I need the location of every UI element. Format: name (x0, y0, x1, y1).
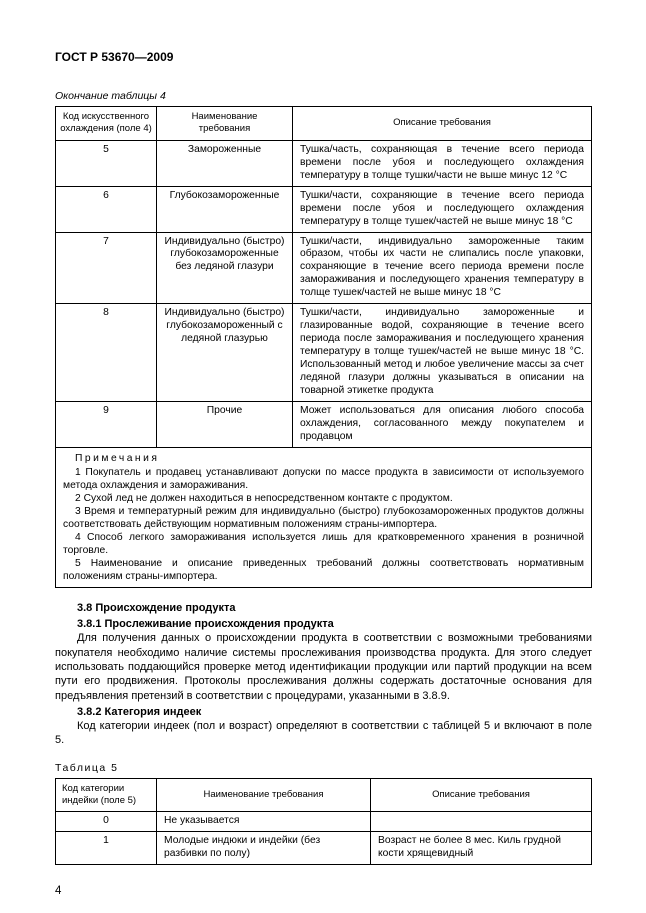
code-cell: 6 (56, 186, 157, 232)
table-row (56, 232, 592, 304)
table4-notes (56, 448, 592, 588)
table-row (56, 812, 592, 832)
document-header: ГОСТ Р 53670—2009 (55, 50, 174, 64)
table4-header-code: Код искусственного охлаждения (поле 4) (56, 107, 157, 141)
page-number: 4 (55, 885, 62, 897)
name-cell: Индивидуально (быстро) глубокозамороженный с ледяной глазурью (157, 304, 293, 402)
table5-header-name: Наименование требования (157, 778, 371, 812)
note-item: 2 Сухой лед не должен находиться в непосредственном контакте с продуктом. (75, 492, 453, 504)
table-row (56, 304, 592, 402)
table5-header-code: Код категории индейки (поле 5) (56, 778, 157, 812)
desc-cell: Тушки/части, индивидуально замороженные и глазированные водой, сохраняющие в течение всего периода после замораживания и последующего хранения температуру в толще тушек/частей не выше минус 18 °С. Использованный метод и любое увеличение массы за счет ледяной глазури должны указываться в описании на товарной этикетке продукта (293, 304, 592, 402)
code-cell: 1 (56, 832, 157, 865)
code-cell: 0 (56, 812, 157, 832)
desc-cell: Тушки/части, индивидуально замороженные таким образом, чтобы их части не слипались после упаковки, сохраняющие в течение всего периода времени после замораживания и последующего хранения температуру в толще тушек/частей не выше минус 18 °С (293, 232, 592, 304)
table4-caption: Окончание таблицы 4 (55, 90, 166, 102)
table4-header-row (56, 107, 592, 141)
name-cell: Глубокозамороженные (157, 186, 293, 232)
table4 (55, 106, 592, 588)
paragraph-3-8-2: Код категории индеек (пол и возраст) определяют в соответствии с таблицей 5 и включают в поле 5. (55, 720, 592, 747)
name-cell: Не указывается (157, 812, 371, 832)
notes-title: Примечания (75, 453, 160, 465)
table5-caption: Таблица 5 (55, 761, 119, 774)
name-cell: Замороженные (157, 140, 293, 186)
desc-cell: Тушка/часть, сохраняющая в течение всего периода времени после убоя и последующего охлаждения температуру в толще тушки/части не выше минус 12 °С (293, 140, 592, 186)
desc-cell (371, 812, 592, 832)
heading-3-8: 3.8 Происхождение продукта (77, 601, 236, 614)
code-cell: 9 (56, 402, 157, 448)
code-cell: 7 (56, 232, 157, 304)
paragraph-3-8-1: Для получения данных о происхождении продукта в соответствии с возможными требованиями покупателя необходимо наличие системы прослеживания производства продукта. Для этого следует использовать поддающийся проверке метод идентификации продукции или партий продукции на всем пути его продвижения. Протоколы прослеживания должны содержать достаточные основания для предъявления претензий в соответствии с процедурами, указанными в 3.8.9. (55, 632, 592, 702)
table5-header-row (56, 778, 592, 812)
code-cell: 5 (56, 140, 157, 186)
table5 (55, 778, 592, 866)
heading-3-8-2: 3.8.2 Категория индеек (77, 705, 202, 718)
heading-3-8-1: 3.8.1 Прослеживание происхождения продукта (77, 618, 334, 631)
desc-cell: Тушки/части, сохраняющие в течение всего периода времени после убоя и последующего охлаждения температуру в толще тушек/частей не выше минус 18 °С (293, 186, 592, 232)
table-row (56, 140, 592, 186)
table-row (56, 186, 592, 232)
note-item: 3 Время и температурный режим для индивидуально (быстро) глубокозамороженных продуктов должны соответствовать действующим нормативным положениям страны-импортера. (63, 505, 584, 530)
table4-notes-row (56, 448, 592, 588)
table-row (56, 402, 592, 448)
desc-cell: Может использоваться для описания любого способа охлаждения, согласованного между покупателем и продавцом (293, 402, 592, 448)
name-cell: Молодые индюки и индейки (без разбивки по полу) (157, 832, 371, 865)
table4-header-name: Наименование требования (157, 107, 293, 141)
note-item: 4 Способ легкого замораживания используется лишь для кратковременного хранения в розничной торговле. (63, 531, 584, 556)
name-cell: Индивидуально (быстро) глубокозамороженные без ледяной глазури (157, 232, 293, 304)
table-row (56, 832, 592, 865)
desc-cell: Возраст не более 8 мес. Киль грудной кости хрящевидный (371, 832, 592, 865)
name-cell: Прочие (157, 402, 293, 448)
table5-header-desc: Описание требования (371, 778, 592, 812)
table4-header-desc: Описание требования (293, 107, 592, 141)
note-item: 5 Наименование и описание приведенных требований должны соответствовать нормативным положениям страны-импортера. (63, 557, 584, 582)
note-item: 1 Покупатель и продавец устанавливают допуски по массе продукта в зависимости от используемого метода охлаждения и замораживания. (63, 467, 584, 491)
code-cell: 8 (56, 304, 157, 402)
section-origin (55, 601, 592, 748)
